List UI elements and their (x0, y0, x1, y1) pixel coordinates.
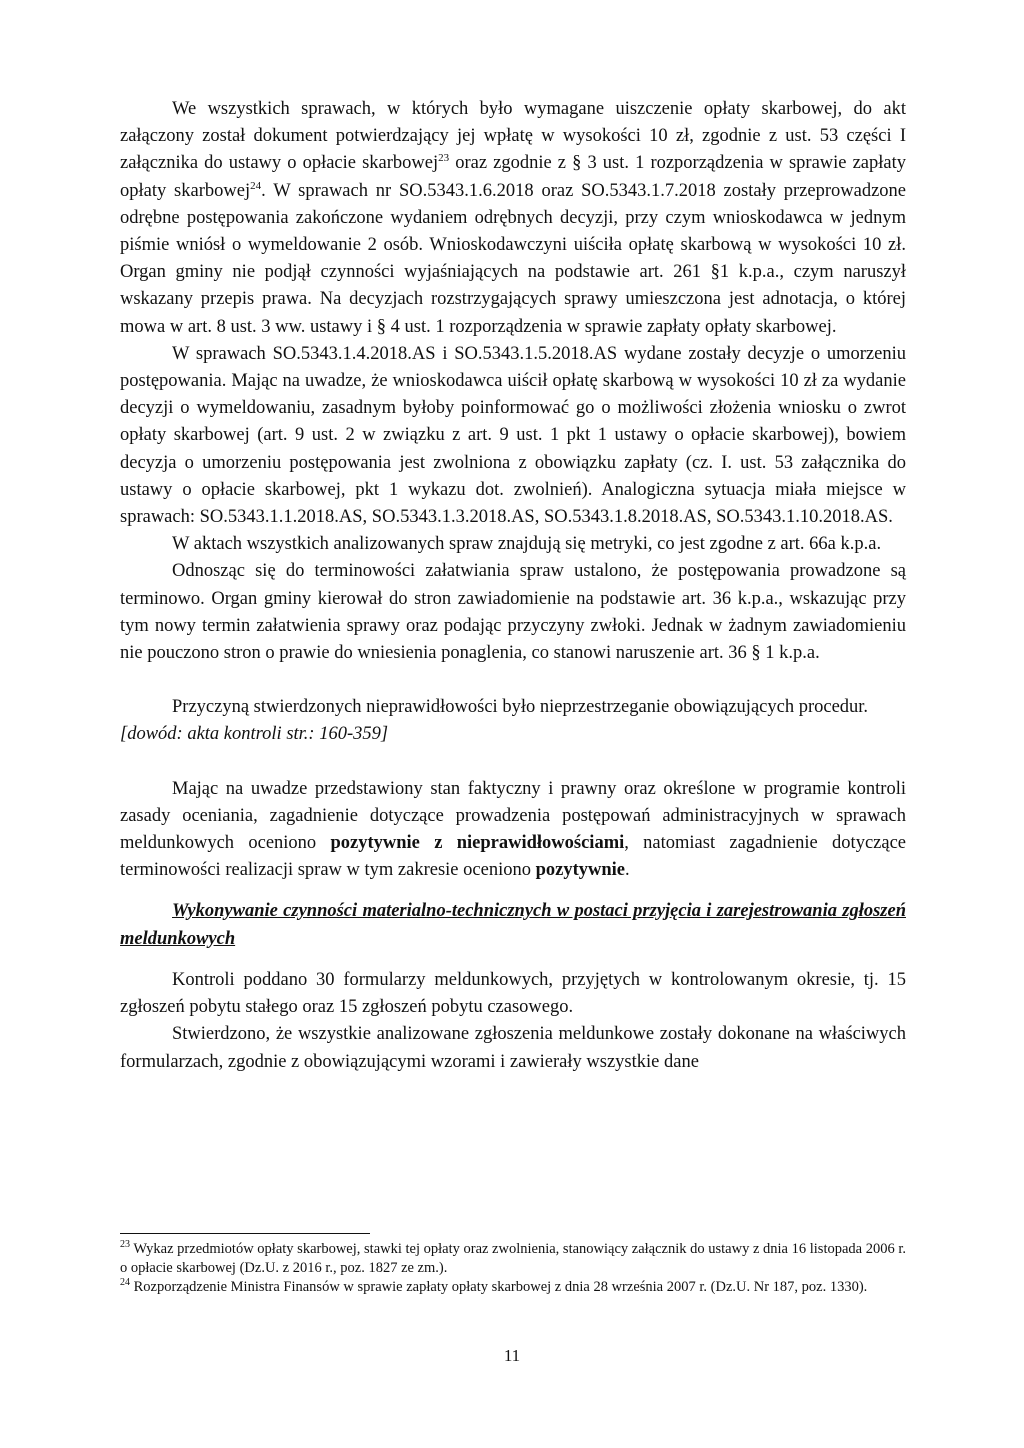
paragraph-text: . W sprawach nr SO.5343.1.6.2018 oraz SO.5343.1.7.2018 zostały przeprowadzone odrębne postępowania zakończone wydaniem odrębnych decyzji, przy czym wnioskodawca w jednym piśmie wniósł o wymeldowanie 2 osób. Wnioskodawczyni uiściła opłatę skarbową w wysokości 10 zł. Organ gminy nie podjął czynności wyjaśniających na podstawie art. 261 §1 k.p.a., czym naruszył wskazany przepis prawa. Na decyzjach rozstrzygających sprawy umieszczona jest adnotacja, o której mowa w art. 8 ust. 3 ww. ustawy i § 4 ust. 1 rozporządzenia w sprawie zapłaty opłaty skarbowej. (120, 180, 907, 337)
footnote-23 (120, 1240, 906, 1278)
footnote-ref-24[interactable]: 24 (250, 179, 262, 192)
footnote-divider (120, 1233, 370, 1234)
page-number: 11 (503, 1346, 521, 1365)
footnote-text: Rozporządzenie Ministra Finansów w sprawie zapłaty opłaty skarbowej z dnia 28 września 2007 r. (Dz.U. Nr 187, poz. 1330). (130, 1279, 868, 1295)
spacer (120, 667, 906, 694)
spacer (120, 884, 906, 898)
evidence-reference: [dowód: akta kontroli str.: 160-359] (120, 724, 389, 745)
paragraph-assessment (120, 776, 906, 885)
assessment-result-1: pozytywnie z nieprawidłowościami (330, 833, 625, 854)
paragraph-stamp-duty (120, 96, 906, 341)
section-heading: Wykonywanie czynności materialno-technicznych w postaci przyjęcia i zarejestrowania zgłoszeń meldunkowych (120, 901, 906, 949)
document-body (120, 96, 906, 1076)
footnote-ref-23[interactable]: 23 (438, 152, 450, 165)
paragraph-metrics: W aktach wszystkich analizowanych spraw znajdują się metryki, co jest zgodne z art. 66a k.p.a. (172, 534, 882, 555)
footnotes (120, 1240, 906, 1297)
footnote-24 (120, 1278, 906, 1297)
paragraph-forms-findings: Stwierdzono, że wszystkie analizowane zgłoszenia meldunkowe zostały dokonane na właściwych formularzach, zgodnie z obowiązującymi wzorami i zawierały wszystkie dane (120, 1024, 906, 1072)
paragraph-discontinued-proceedings: W sprawach SO.5343.1.4.2018.AS i SO.5343.1.5.2018.AS wydane zostały decyzje o umorzeniu postępowania. Mając na uwadze, że wnioskodawca uiścił opłatę skarbową w wysokości 10 zł za wydanie decyzji o wymeldowaniu, zasadnym byłoby poinformować go o możliwości złożenia wniosku o zwrot opłaty skarbowej (art. 9 ust. 2 w związku z art. 9 ust. 1 pkt 1 ustawy o opłacie skarbowej), bowiem decyzja o umorzeniu postępowania jest zwolniona z obowiązku zapłaty (cz. I. ust. 53 załącznika do ustawy o opłacie skarbowej, pkt 1 wykazu dot. zwolnień). Analogiczna sytuacja miała miejsce w sprawach: SO.5343.1.1.2018.AS, SO.5343.1.3.2018.AS, SO.5343.1.8.2018.AS, SO.5343.1.10.2018.AS. (120, 343, 906, 528)
paragraph-text: oraz zgodnie z § 3 ust. 1 rozporządzenia w sprawie zapłaty opłaty skarbowej (120, 153, 907, 201)
paragraph-text: We wszystkich sprawach, w których było wymagane uiszczenie opłaty skarbowej, do akt załączony został dokument potwierdzający jej wpłatę w wysokości 10 zł, zgodnie z ust. 53 części I załącznika do ustawy o opłacie skarbowej (120, 99, 906, 174)
paragraph-cause: Przyczyną stwierdzonych nieprawidłowości było nieprzestrzeganie obowiązujących procedur. (172, 697, 869, 718)
paragraph-timeliness: Odnosząc się do terminowości załatwiania spraw ustalono, że postępowania prowadzone są terminowo. Organ gminy kierował do stron zawiadomienie na podstawie art. 36 k.p.a., wskazując przy tym nowy termin załatwienia sprawy oraz podając przyczyny zwłoki. Jednak w żadnym zawiadomieniu nie pouczono stron o prawie do wniesienia ponaglenia, co stanowi naruszenie art. 36 § 1 k.p.a. (120, 561, 906, 664)
spacer (120, 749, 906, 776)
footnote-mark: 23 (120, 1239, 130, 1251)
footnote-mark: 24 (120, 1277, 130, 1289)
assessment-result-2: pozytywnie (535, 860, 626, 881)
paragraph-text: , natomiast zagadnienie dotyczące terminowości realizacji spraw w tym zakresie oceniono (120, 833, 906, 881)
paragraph-text: . (625, 860, 630, 881)
spacer (120, 953, 906, 967)
footnote-text: Wykaz przedmiotów opłaty skarbowej, stawki tej opłaty oraz zwolnienia, stanowiący załącznik do ustawy z dnia 16 listopada 2006 r. o opłacie skarbowej (Dz.U. z 2016 r., poz. 1827 ze zm.). (120, 1241, 906, 1276)
paragraph-forms-checked: Kontroli poddano 30 formularzy meldunkowych, przyjętych w kontrolowanym okresie, tj. 15 zgłoszeń pobytu stałego oraz 15 zgłoszeń pobytu czasowego. (120, 969, 906, 1018)
paragraph-text: Mając na uwadze przedstawiony stan faktyczny i prawny oraz określone w programie kontroli zasady oceniania, zagadnienie dotyczące prowadzenia postępowań administracyjnych w sprawach meldunkowych oceniono (120, 778, 906, 854)
